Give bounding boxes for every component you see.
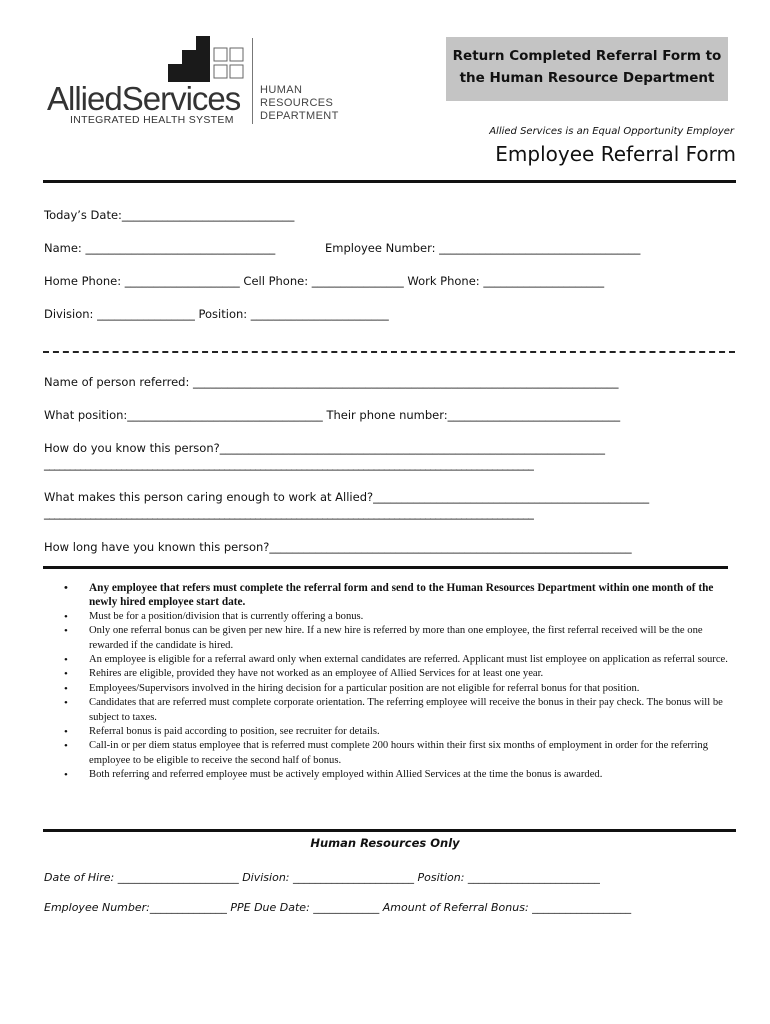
how-know-field[interactable]: How do you know this person?___________________________________________________________________ [44,441,605,455]
list-item: • Employees/Supervisors involved in the hiring decision for a particular position are not eligible for referral bonus for that position. [64,682,740,696]
logo-divider [252,38,253,124]
logo-dept-line: DEPARTMENT [260,110,339,122]
phone-fields[interactable]: Home Phone: ____________________ Cell Phone: ________________ Work Phone: _____________________ [44,274,605,288]
caring-field[interactable]: What makes this person caring enough to work at Allied?________________________________________________ [44,490,650,504]
how-know-continuation[interactable]: _______________________________________________________________________________________________ [44,457,534,471]
caring-continuation[interactable]: _______________________________________________________________________________________________ [44,506,534,520]
hr-row-1[interactable]: Date of Hire: ______________________ Division: ______________________ Position: ________________________ [44,871,600,884]
header-rule [43,180,736,183]
rules-list [64,581,740,783]
list-item: • Rehires are eligible, provided they have not worked as an employee of Allied Services for at least one year. [64,667,740,681]
name-referred-field[interactable]: Name of person referred: __________________________________________________________________________ [44,375,619,389]
logo-subtitle: INTEGRATED HEALTH SYSTEM [70,114,234,126]
return-instructions [446,37,728,89]
name-field[interactable]: Name: _________________________________ [44,241,276,255]
how-long-field[interactable]: How long have you known this person?_______________________________________________________________ [44,540,632,554]
division-position-fields[interactable]: Division: _________________ Position: ________________________ [44,307,389,321]
eeo-statement: Allied Services is an Equal Opportunity Employer [489,126,734,137]
logo-dept-line: HUMAN [260,84,303,96]
logo-name: AlliedServices [47,80,241,117]
list-item: • Candidates that are referred must complete corporate orientation. The referring employee will receive the bonus in their pay check. The bonus will be subject to taxes. [64,696,740,725]
employee-number-field[interactable]: Employee Number: ___________________________________ [325,241,641,255]
list-item: • An employee is eligible for a referral award only when external candidates are referred. Applicant must list employee on application as referral source. [64,653,740,667]
list-item: • Only one referral bonus can be given per new hire. If a new hire is referred by more than one employee, the first referral received will be the one rewarded if the candidate is hired. [64,624,740,653]
logo-blocks-icon [160,36,250,86]
hr-row-2[interactable]: Employee Number:______________ PPE Due Date: ____________ Amount of Referral Bonus: __________________ [44,901,632,914]
list-item: • Both referring and referred employee must be actively employed within Allied Services at the time the bonus is awarded. [64,768,740,782]
hr-only-title: Human Resources Only [310,836,460,850]
list-item: • Any employee that refers must complete the referral form and send to the Human Resources Department within one month of the newly hired employee start date. [64,581,740,610]
logo-dept-line: RESOURCES [260,97,334,109]
position-phone-field[interactable]: What position:__________________________________ Their phone number:______________________________ [44,408,621,422]
list-item: • Must be for a position/division that is currently offering a bonus. [64,610,740,624]
list-item: • Call-in or per diem status employee that is referred must complete 200 hours within their first six months of employment in order for the referring employee to be eligible to receive the second half of bonus. [64,739,740,768]
return-line-2: the Human Resource Department [459,70,715,86]
section-divider [43,351,735,353]
page-title: Employee Referral Form [495,142,736,166]
hr-rule [43,829,736,832]
return-instructions-box [446,37,728,101]
todays-date-field[interactable]: Today’s Date:______________________________ [44,208,295,222]
logo-department [260,84,339,123]
list-item: • Referral bonus is paid according to position, see recruiter for details. [64,725,740,739]
return-line-1: Return Completed Referral Form to [452,48,722,64]
rules-rule [43,566,728,569]
